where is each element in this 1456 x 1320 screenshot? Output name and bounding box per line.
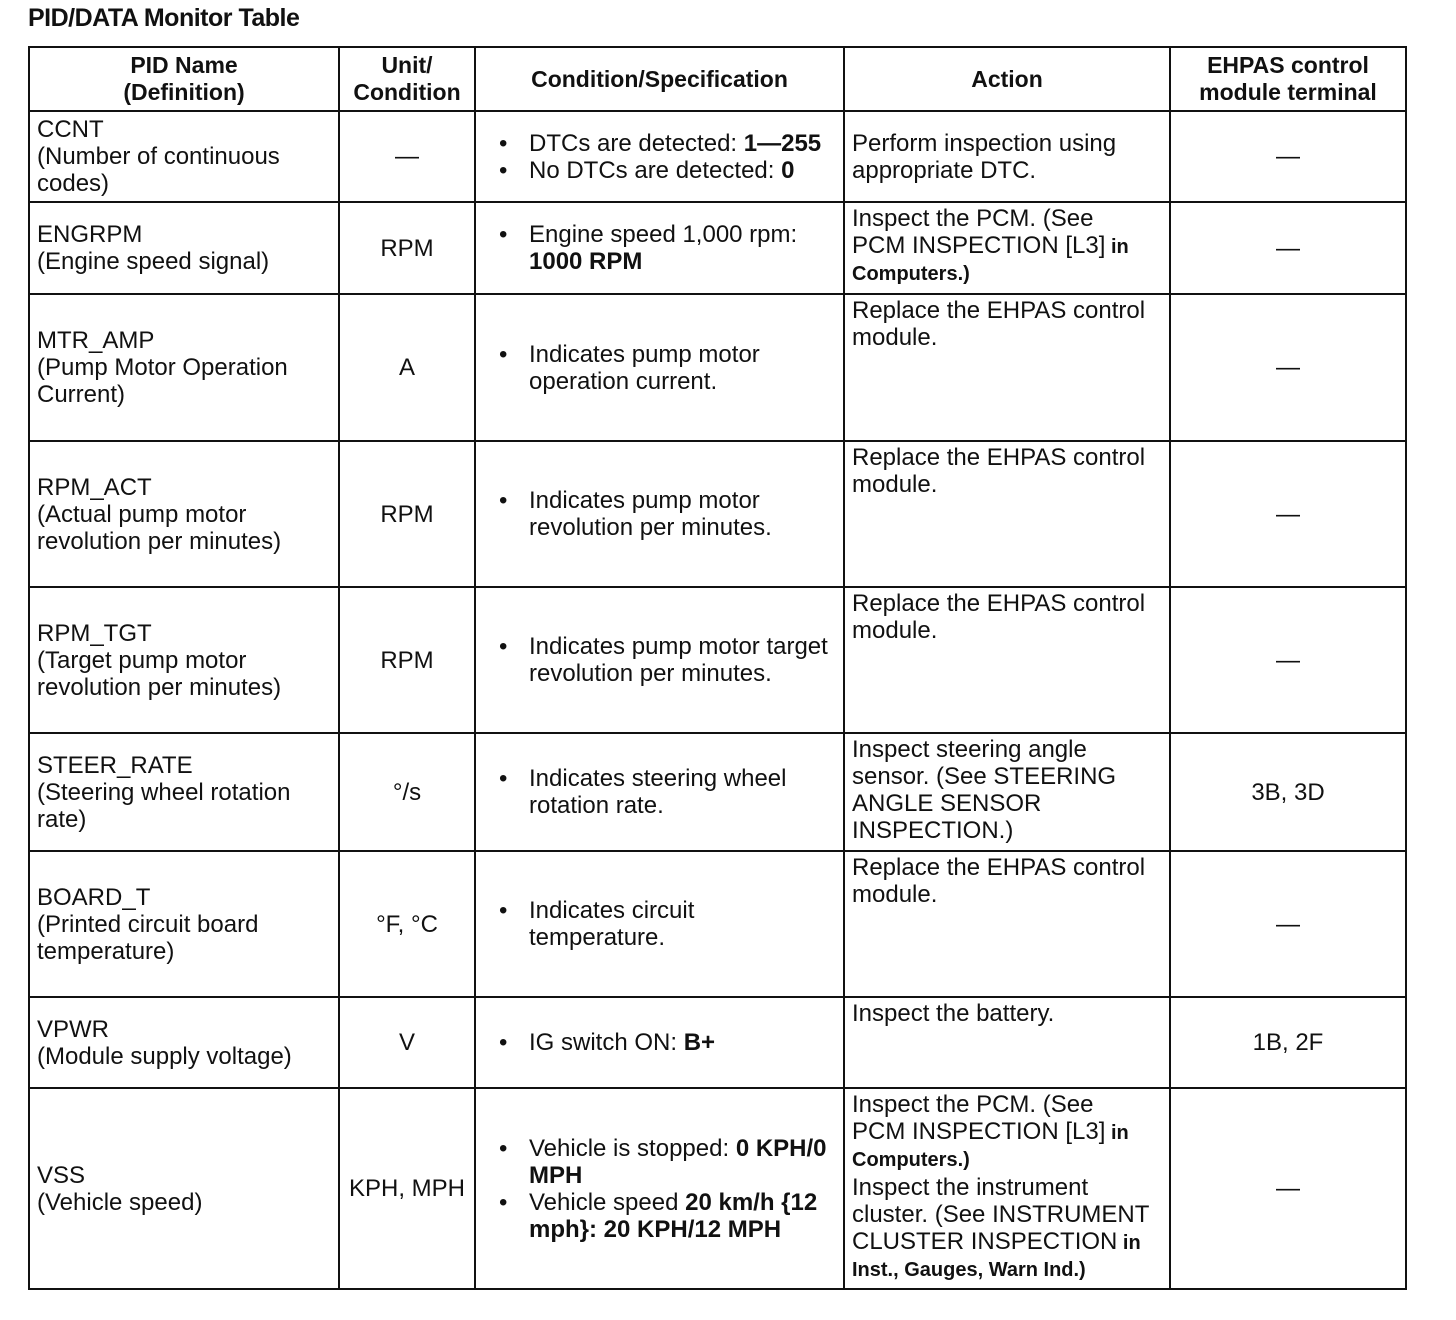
pid-code: ENGRPM (37, 221, 143, 248)
action-cell: Replace the EHPAS control module. (844, 294, 1170, 441)
condition-cell (475, 587, 844, 733)
pid-definition: (Module supply voltage) (37, 1042, 292, 1070)
condition-cell (475, 202, 844, 294)
action-cell: Inspect the battery. (844, 997, 1170, 1088)
terminal-cell: — (1170, 294, 1406, 441)
condition-cell (475, 1088, 844, 1289)
action-cell: Replace the EHPAS control module. (844, 441, 1170, 587)
unit-cell: V (339, 997, 475, 1088)
action-cell: Replace the EHPAS control module. (844, 587, 1170, 733)
condition-item: • DTCs are detected: 1—255 (499, 130, 836, 157)
header-ehpas-terminal: EHPAS control module terminal (1170, 47, 1406, 111)
pid-definition: (Steering wheel rotation rate) (37, 778, 291, 833)
pid-code: RPM_ACT (37, 473, 152, 501)
pid-cell (29, 733, 339, 851)
header-action: Action (844, 47, 1170, 111)
pid-code: CCNT (37, 116, 104, 143)
terminal-cell: — (1170, 1088, 1406, 1289)
unit-cell: °F, °C (339, 851, 475, 997)
table-row (29, 111, 1406, 202)
pid-cell (29, 851, 339, 997)
table-row (29, 997, 1406, 1088)
table-row (29, 441, 1406, 587)
action-cell: Replace the EHPAS control module. (844, 851, 1170, 997)
table-row (29, 294, 1406, 441)
condition-item: • Indicates pump motor target revolution per minutes. (499, 633, 836, 687)
pid-cell (29, 587, 339, 733)
pid-code: RPM_TGT (37, 619, 152, 647)
pid-definition: (Actual pump motor revolution per minutes) (37, 500, 282, 555)
action-cell: Inspect the PCM. (See PCM INSPECTION [L3] in Computers.) Inspect the instrument cluster. (See INSTRUMENT CLUSTER INSPECTION in Inst., Gauges, Warn Ind.) (844, 1088, 1170, 1289)
pid-cell (29, 294, 339, 441)
unit-cell: — (339, 111, 475, 202)
header-condition-specification: Condition/Specification (475, 47, 844, 111)
table-row (29, 1088, 1406, 1289)
pid-definition: (Printed circuit board temperature) (37, 910, 259, 965)
condition-item: • Indicates circuit temperature. (499, 897, 836, 951)
condition-cell (475, 997, 844, 1088)
unit-cell: RPM (339, 587, 475, 733)
action-cell: Inspect the PCM. (See PCM INSPECTION [L3] in Computers.) (844, 202, 1170, 294)
header-unit-condition: Unit/ Condition (339, 47, 475, 111)
condition-cell (475, 851, 844, 997)
terminal-cell: — (1170, 111, 1406, 202)
condition-item: • Vehicle speed 20 km/h {12 mph}: 20 KPH/12 MPH (499, 1189, 836, 1243)
unit-cell: RPM (339, 202, 475, 294)
unit-cell: KPH, MPH (339, 1088, 475, 1289)
pid-definition: (Engine speed signal) (37, 248, 270, 275)
pid-cell (29, 1088, 339, 1289)
pid-definition: (Number of continuous codes) (37, 143, 280, 197)
header-pid-name: PID Name (Definition) (29, 47, 339, 111)
condition-item: • IG switch ON: B+ (499, 1029, 836, 1056)
pid-code: BOARD_T (37, 883, 151, 911)
condition-item: • Vehicle is stopped: 0 KPH/0 MPH (499, 1135, 836, 1189)
pid-cell (29, 202, 339, 294)
table-row (29, 851, 1406, 997)
pid-cell (29, 441, 339, 587)
unit-cell: RPM (339, 441, 475, 587)
table-header-row (29, 47, 1406, 111)
terminal-cell: — (1170, 441, 1406, 587)
terminal-cell: — (1170, 587, 1406, 733)
terminal-cell: — (1170, 851, 1406, 997)
terminal-cell: 1B, 2F (1170, 997, 1406, 1088)
pid-cell (29, 997, 339, 1088)
table-row (29, 202, 1406, 294)
pid-code: MTR_AMP (37, 327, 155, 354)
condition-item: • Indicates pump motor revolution per minutes. (499, 487, 836, 541)
pid-code: VSS (37, 1161, 86, 1189)
table-row (29, 733, 1406, 851)
table-row (29, 587, 1406, 733)
terminal-cell: 3B, 3D (1170, 733, 1406, 851)
condition-item: • Engine speed 1,000 rpm: 1000 RPM (499, 221, 836, 275)
pid-definition: (Target pump motor revolution per minutes) (37, 646, 282, 701)
condition-item: • No DTCs are detected: 0 (499, 157, 836, 184)
action-cell: Perform inspection using appropriate DTC. (844, 111, 1170, 202)
pid-definition: (Pump Motor Operation Current) (37, 354, 288, 408)
page-title: PID/DATA Monitor Table (28, 4, 300, 32)
pid-data-monitor-table (28, 46, 1407, 1290)
condition-cell (475, 111, 844, 202)
condition-cell (475, 294, 844, 441)
pid-definition: (Vehicle speed) (37, 1188, 203, 1216)
condition-item: • Indicates steering wheel rotation rate. (499, 765, 836, 819)
condition-cell (475, 733, 844, 851)
pid-code: STEER_RATE (37, 751, 193, 779)
unit-cell: °/s (339, 733, 475, 851)
pid-cell (29, 111, 339, 202)
unit-cell: A (339, 294, 475, 441)
condition-cell (475, 441, 844, 587)
terminal-cell: — (1170, 202, 1406, 294)
action-cell: Inspect steering angle sensor. (See STEERING ANGLE SENSOR INSPECTION.) (844, 733, 1170, 851)
condition-item: • Indicates pump motor operation current. (499, 341, 836, 395)
pid-code: VPWR (37, 1015, 109, 1043)
